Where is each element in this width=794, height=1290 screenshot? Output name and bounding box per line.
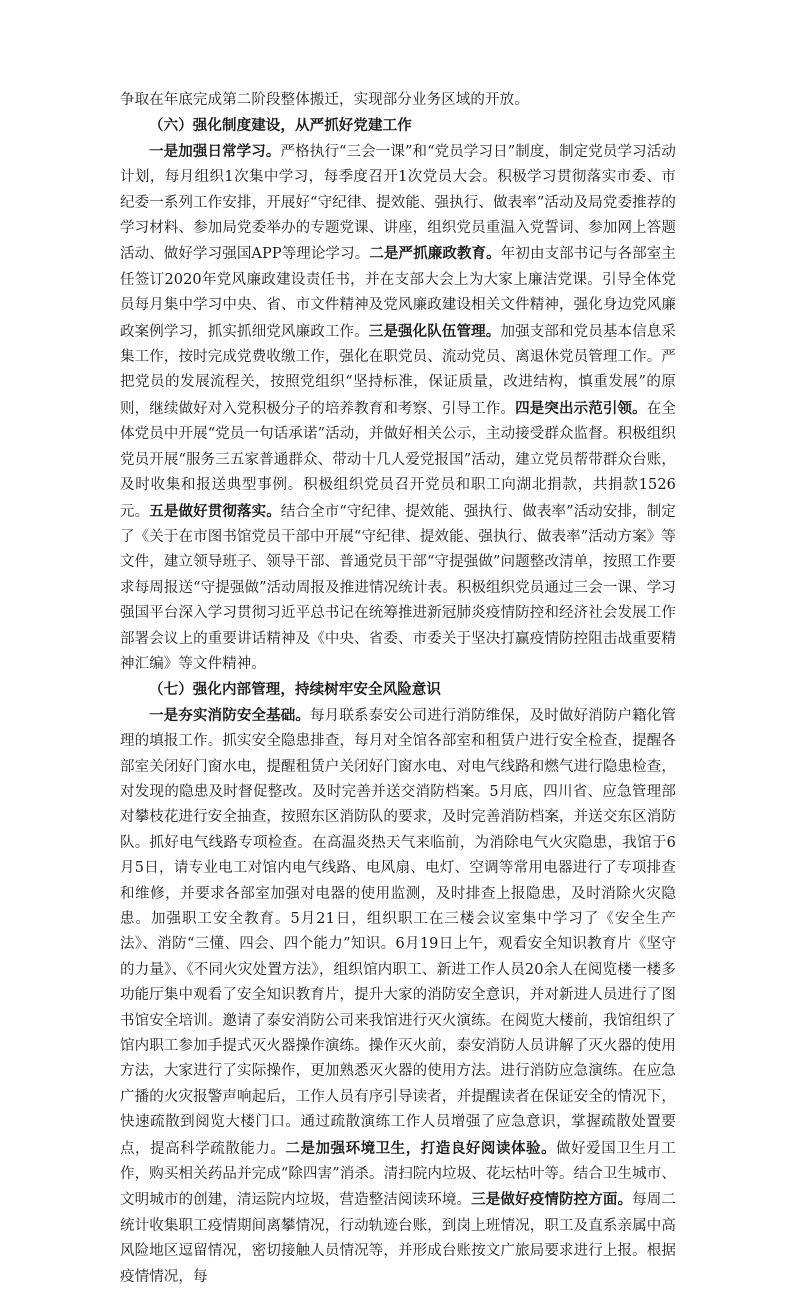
document-page [120,88,676,1290]
text-team-management: 加强支部和党员基本信息采集工作，按时完成党费收缴工作，强化在职党员、流动党员、离退休党员管理工作。严把党员的发展流程关，按照党组织“坚持标准，保证质量，改进结构，慎重发展”的原则，继续做好对入党积极分子的培养教育和考察、引导工作。 [120,323,677,417]
lead-integrity-education: 二是严抓廉政教育。 [369,245,501,263]
lead-team-management: 三是强化队伍管理。 [368,322,501,340]
section-7-heading: （七）强化内部管理，持续树牢安全风险意识 [149,681,441,699]
text-demonstration: 在全体党员中开展“党员一句话承诺”活动，并做好相关公示，主动接受群众监督。积极组织党员开展“服务三五家普通群众、带动十几人爱党报国”活动，建立党员帮带群众台账，及时收集和报送典型事例。积极组织党员召开党员和职工向湖北捐款，共捐款1526元。 [120,400,677,520]
section-6-heading: （六）强化制度建设，从严抓好党建工作 [149,117,412,135]
lead-fire-safety: 一是夯实消防安全基础。 [149,706,311,724]
text-daily-study: 严格执行“三会一课”和“党员学习日”制度，制定党员学习活动计划，每月组织1次集中学习，每季度召开1次党员大会。积极学习贯彻落实市委、市纪委一系列工作安排，开展好“守纪律、提效能、强执行、做表率”活动及局党委推荐的学习材料、参加局党委举办的专题党课、讲座，组织党员重温入党誓词、参加网上答题活动、做好学习强国APP等理论学习。 [120,143,676,263]
section-7-paragraph [120,703,676,1290]
lead-daily-study: 一是加强日常学习。 [149,142,281,160]
text-fire-safety: 每月联系泰安公司进行消防维保，及时做好消防户籍化管理的填报工作。抓实安全隐患排查，每月对全馆各部室和租赁户进行安全检查，提醒各部室关闭好门窗水电，提醒租赁户关闭好门窗水电、对电气线路和燃气进行隐患检查，对发现的隐患及时督促整改。及时完善并送交消防档案。5月底，四川省、应急管理部对攀枝花进行安全抽查，按照东区消防队的要求，及时完善消防档案，并送交东区消防队。抓好电气线路专项检查。在高温炎热天气来临前，为消除电气火灾隐患，我馆于6月5日，请专业电工对馆内电气线路、电风扇、电灯、空调等常用电器进行了专项排查和维修，并要求各部室加强对电器的使用监测，及时排查上报隐患，及时消除火灾隐患。加强职工安全教育。5月21日，组织职工在三楼会议室集中学习了《安全生产法》、消防“三懂、四会、四个能力”知识。6月19日上午，观看安全知识教育片《坚守的力量》、《不同火灾处置方法》，组织馆内职工、新进工作人员20余人在阅览楼一楼多功能厅集中观看了安全知识教育片，提升大家的消防安全意识，并对新进人员进行了图书馆安全培训。邀请了泰安消防公司来我馆进行灭火演练。在阅览大楼前，我馆组织了馆内职工参加手提式灭火器操作演练。操作灭火前，泰安消防人员讲解了灭火器的使用方法，大家进行了实际操作，更加熟悉灭火器的使用方法。进行消防应急演练。在应急广播的火灾报警声响起后，工作人员有序引导读者，并提醒读者在保证安全的情况下，快速疏散到阅览大楼门口。通过疏散演练工作人员增强了应急意识，掌握疏散处置要点，提高科学疏散能力。 [120,707,676,1157]
lead-environment: 二是加强环境卫生，打造良好阅读体验。 [285,1139,557,1157]
lead-implementation: 五是做好贯彻落实。 [149,502,281,520]
text-epidemic-control: 每周二统计收集职工疫情期间离攀情况，行动轨迹台账，到岗上班情况，职工及直系亲属中高风险地区逗留情况，密切接触人员情况等，并形成台账按文广旅局要求进行上报。根据疫情情况，每 [120,1192,676,1285]
section-6-paragraph [120,139,676,678]
continuation-text: 争取在年底完成第二阶段整体搬迁，实现部分业务区域的开放。 [120,92,529,108]
text-environment: 做好爱国卫生月工作，购买相关药品并完成“除四害”消杀。清扫院内垃圾、花坛枯叶等。结合卫生城市、文明城市的创建，清运院内垃圾，营造整洁阅读环境。 [120,1140,676,1209]
lead-epidemic-control: 三是做好疫情防控方面。 [471,1191,633,1209]
text-integrity-education: 年初由支部书记与各部室主任签订2020年党风廉政建设责任书，并在支部大会上为大家上廉洁党课。引导全体党员每月集中学习中央、省、市文件精神及党风廉政建设相关文件精神，强化身边党风廉政案例学习，抓实抓细党风廉政工作。 [120,246,676,340]
text-implementation: 结合全市“守纪律、提效能、强执行、做表率”活动安排，制定了《关于在市图书馆党员干部中开展“守纪律、提效能、强执行、做表率”活动方案》等文件，建立领导班子、领导干部、普通党员干部“守提强做”问题整改清单，按照工作要求每周报送“守提强做”活动周报及推进情况统计表。积极组织党员通过三会一课、学习强国平台深入学习贯彻习近平总书记在统筹推进新冠肺炎疫情防控和经济社会发展工作部署会议上的重要讲话精神及《中央、省委、市委关于坚决打赢疫情防控阻击战重要精神汇编》等文件精神。 [120,503,677,672]
lead-demonstration: 四是突出示范引领。 [515,399,647,417]
